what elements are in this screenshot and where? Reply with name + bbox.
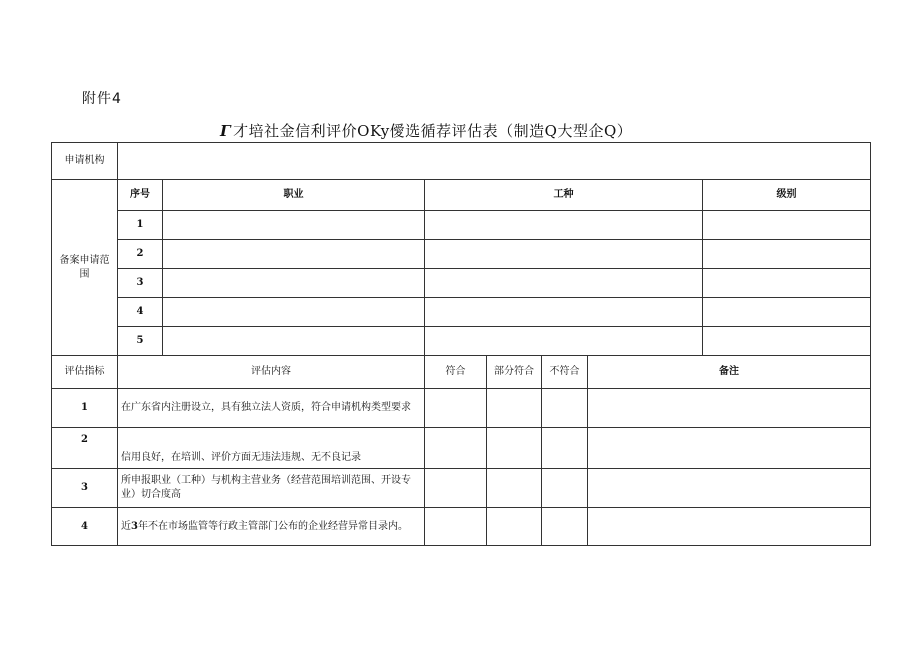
title-mark: Γ [220,122,232,140]
applicant-value-cell[interactable] [118,143,871,180]
partial-header: 部分符合 [487,356,542,389]
indicator-number: 1 [52,389,118,428]
trade-header: 工种 [425,180,703,211]
evaluation-form-table [51,142,871,546]
nonconform-header: 不符合 [542,356,588,389]
applicant-label: 申请机构 [52,143,118,180]
partial-cell[interactable] [487,508,542,546]
attachment-label: 附件4 [82,91,122,107]
scope-occupation-cell[interactable] [163,269,425,298]
scope-trade-cell[interactable] [425,211,703,240]
document-title [220,120,700,141]
nonconform-cell[interactable] [542,508,588,546]
scope-row [52,240,871,269]
conform-cell[interactable] [425,469,487,508]
scope-row [52,211,871,240]
evaluation-content: 所申报职业（工种）与机构主营业务（经营范围培训范围、开设专业）切合度高 [118,469,425,508]
title-text: 才培社金信利评价OKy僾选循荐评估表（制造Q大型企Q） [233,122,633,140]
remarks-cell[interactable] [588,508,871,546]
scope-seq: 3 [118,269,163,298]
evaluation-row [52,508,871,546]
conform-cell[interactable] [425,508,487,546]
occupation-header: 职业 [163,180,425,211]
conform-cell[interactable] [425,428,487,469]
remarks-cell[interactable] [588,389,871,428]
indicator-number: 2 [52,428,118,469]
scope-seq: 4 [118,298,163,327]
scope-level-cell[interactable] [703,211,871,240]
partial-cell[interactable] [487,469,542,508]
scope-label: 备案申请范围 [52,180,118,356]
content-header: 评估内容 [118,356,425,389]
content-bold-number: 3 [131,520,138,532]
scope-level-cell[interactable] [703,240,871,269]
indicator-number: 4 [52,508,118,546]
scope-occupation-cell[interactable] [163,298,425,327]
scope-trade-cell[interactable] [425,327,703,356]
remarks-cell[interactable] [588,469,871,508]
evaluation-header-row [52,356,871,389]
scope-row [52,269,871,298]
partial-cell[interactable] [487,389,542,428]
evaluation-content: 信用良好，在培训、评价方面无违法违规、无不良记录 [118,428,425,469]
scope-header-row [52,180,871,211]
scope-occupation-cell[interactable] [163,211,425,240]
scope-occupation-cell[interactable] [163,240,425,269]
indicator-header: 评估指标 [52,356,118,389]
evaluation-row [52,428,871,469]
content-prefix: 近 [121,520,131,532]
seq-header: 序号 [118,180,163,211]
applicant-row [52,143,871,180]
scope-seq: 2 [118,240,163,269]
evaluation-content [118,508,425,546]
content-suffix: 年不在市场监管等行政主管部门公布的企业经营异常目录内。 [137,520,408,532]
scope-level-cell[interactable] [703,327,871,356]
evaluation-row [52,389,871,428]
nonconform-cell[interactable] [542,428,588,469]
scope-level-cell[interactable] [703,269,871,298]
scope-row [52,327,871,356]
scope-trade-cell[interactable] [425,298,703,327]
partial-cell[interactable] [487,428,542,469]
remarks-header: 备注 [588,356,871,389]
conform-header: 符合 [425,356,487,389]
conform-cell[interactable] [425,389,487,428]
scope-occupation-cell[interactable] [163,327,425,356]
scope-level-cell[interactable] [703,298,871,327]
evaluation-row [52,469,871,508]
indicator-number: 3 [52,469,118,508]
scope-trade-cell[interactable] [425,240,703,269]
remarks-cell[interactable] [588,428,871,469]
level-header: 级别 [703,180,871,211]
scope-seq: 5 [118,327,163,356]
scope-seq: 1 [118,211,163,240]
nonconform-cell[interactable] [542,389,588,428]
nonconform-cell[interactable] [542,469,588,508]
scope-trade-cell[interactable] [425,269,703,298]
scope-row [52,298,871,327]
evaluation-content: 在广东省内注册设立，具有独立法人资质，符合申请机构类型要求 [118,389,425,428]
